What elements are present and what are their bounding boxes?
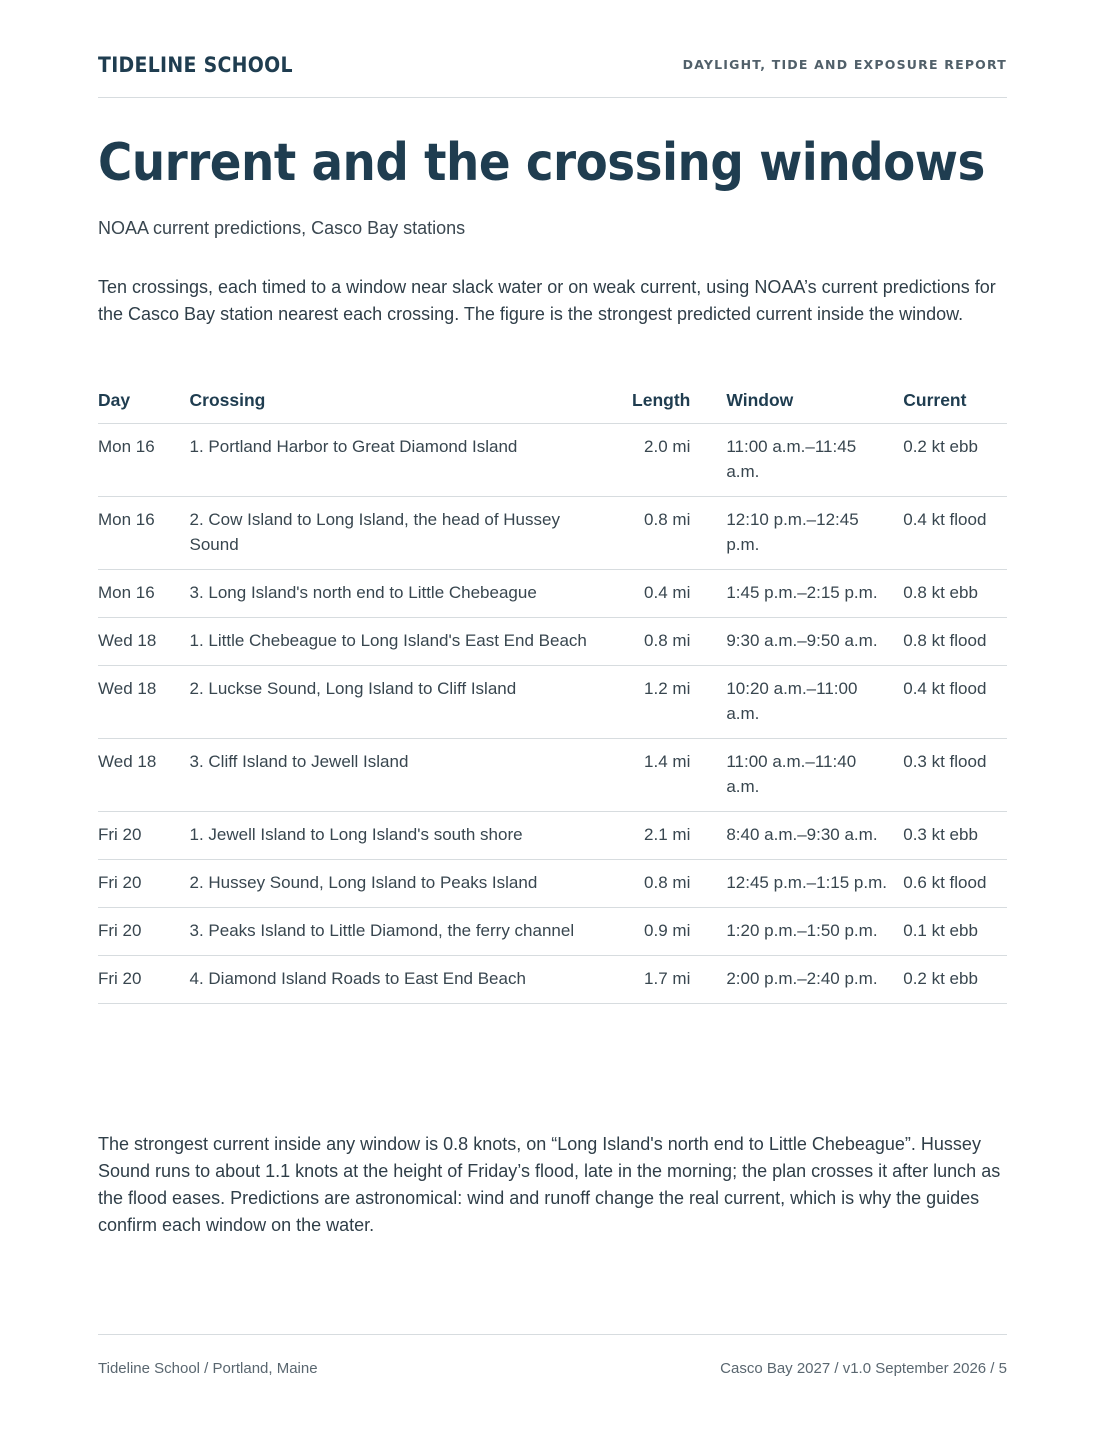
page-subtitle: NOAA current predictions, Casco Bay stations [98,218,466,238]
column-header-current: Current [903,382,1007,424]
cell-length: 1.2 mi [619,666,727,739]
report-label: DAYLIGHT, TIDE AND EXPOSURE REPORT [682,57,1007,72]
cell-window: 9:30 a.m.–9:50 a.m. [726,618,903,666]
column-header-crossing: Crossing [190,382,619,424]
cell-day: Fri 20 [98,860,190,908]
column-header-day: Day [98,382,190,424]
cell-day: Fri 20 [98,812,190,860]
column-header-length: Length [619,382,727,424]
crossing-windows-table [98,382,1007,1004]
cell-current: 0.6 kt flood [903,860,1007,908]
cell-crossing: 1. Little Chebeague to Long Island's East End Beach [190,618,619,666]
cell-crossing: 3. Peaks Island to Little Diamond, the ferry channel [190,908,619,956]
table-row [98,666,1007,739]
cell-current: 0.8 kt ebb [903,570,1007,618]
page-header [98,52,1007,98]
table-row [98,956,1007,1004]
footer-right: Casco Bay 2027 / v1.0 September 2026 / 5 [720,1360,1007,1377]
cell-day: Wed 18 [98,666,190,739]
cell-current: 0.1 kt ebb [903,908,1007,956]
cell-window: 12:10 p.m.–12:45 p.m. [726,497,903,570]
cell-window: 1:45 p.m.–2:15 p.m. [726,570,903,618]
cell-day: Wed 18 [98,739,190,812]
cell-day: Wed 18 [98,618,190,666]
cell-day: Fri 20 [98,956,190,1004]
cell-length: 2.0 mi [619,424,727,497]
cell-length: 2.1 mi [619,812,727,860]
cell-current: 0.4 kt flood [903,497,1007,570]
cell-current: 0.3 kt flood [903,739,1007,812]
cell-length: 0.4 mi [619,570,727,618]
cell-length: 0.8 mi [619,860,727,908]
table-body [98,424,1007,1004]
cell-day: Mon 16 [98,424,190,497]
cell-current: 0.8 kt flood [903,618,1007,666]
cell-crossing: 3. Long Island's north end to Little Chebeague [190,570,619,618]
table-row [98,860,1007,908]
footer-left: Tideline School / Portland, Maine [98,1360,318,1377]
cell-crossing: 2. Hussey Sound, Long Island to Peaks Island [190,860,619,908]
intro-paragraph: Ten crossings, each timed to a window near slack water or on weak current, using NOAA’s current predictions for the Casco Bay station nearest each crossing. The figure is the strongest predicted current inside the window. [98,277,996,324]
table-row [98,812,1007,860]
table-row [98,618,1007,666]
page-footer [98,1334,1007,1385]
cell-crossing: 2. Luckse Sound, Long Island to Cliff Island [190,666,619,739]
cell-window: 2:00 p.m.–2:40 p.m. [726,956,903,1004]
cell-window: 11:00 a.m.–11:45 a.m. [726,424,903,497]
cell-current: 0.3 kt ebb [903,812,1007,860]
cell-day: Mon 16 [98,570,190,618]
cell-crossing: 1. Jewell Island to Long Island's south shore [190,812,619,860]
cell-crossing: 4. Diamond Island Roads to East End Beach [190,956,619,1004]
cell-window: 12:45 p.m.–1:15 p.m. [726,860,903,908]
table-row [98,497,1007,570]
table-header-row [98,382,1007,424]
cell-window: 8:40 a.m.–9:30 a.m. [726,812,903,860]
brand-name: TIDELINE SCHOOL [98,53,293,77]
cell-crossing: 1. Portland Harbor to Great Diamond Island [190,424,619,497]
cell-window: 1:20 p.m.–1:50 p.m. [726,908,903,956]
cell-window: 11:00 a.m.–11:40 a.m. [726,739,903,812]
cell-current: 0.2 kt ebb [903,424,1007,497]
table-row [98,739,1007,812]
cell-day: Fri 20 [98,908,190,956]
table-row [98,570,1007,618]
cell-window: 10:20 a.m.–11:00 a.m. [726,666,903,739]
closing-paragraph: The strongest current inside any window is 0.8 knots, on “Long Island's north end to Little Chebeague”. Hussey Sound runs to about 1.1 knots at the height of Friday’s flood, late in the morning; the plan crosses it after lunch as the flood eases. Predictions are astronomical: wind and runoff change the real current, which is why the guides confirm each window on the water. [98,1134,1001,1235]
cell-length: 1.4 mi [619,739,727,812]
cell-current: 0.4 kt flood [903,666,1007,739]
table-row [98,424,1007,497]
column-header-window: Window [726,382,903,424]
report-page [98,0,1007,1430]
table-row [98,908,1007,956]
page-title: Current and the crossing windows [98,133,985,193]
cell-current: 0.2 kt ebb [903,956,1007,1004]
cell-length: 0.8 mi [619,618,727,666]
cell-day: Mon 16 [98,497,190,570]
cell-length: 1.7 mi [619,956,727,1004]
cell-crossing: 3. Cliff Island to Jewell Island [190,739,619,812]
cell-crossing: 2. Cow Island to Long Island, the head of Hussey Sound [190,497,619,570]
cell-length: 0.8 mi [619,497,727,570]
cell-length: 0.9 mi [619,908,727,956]
